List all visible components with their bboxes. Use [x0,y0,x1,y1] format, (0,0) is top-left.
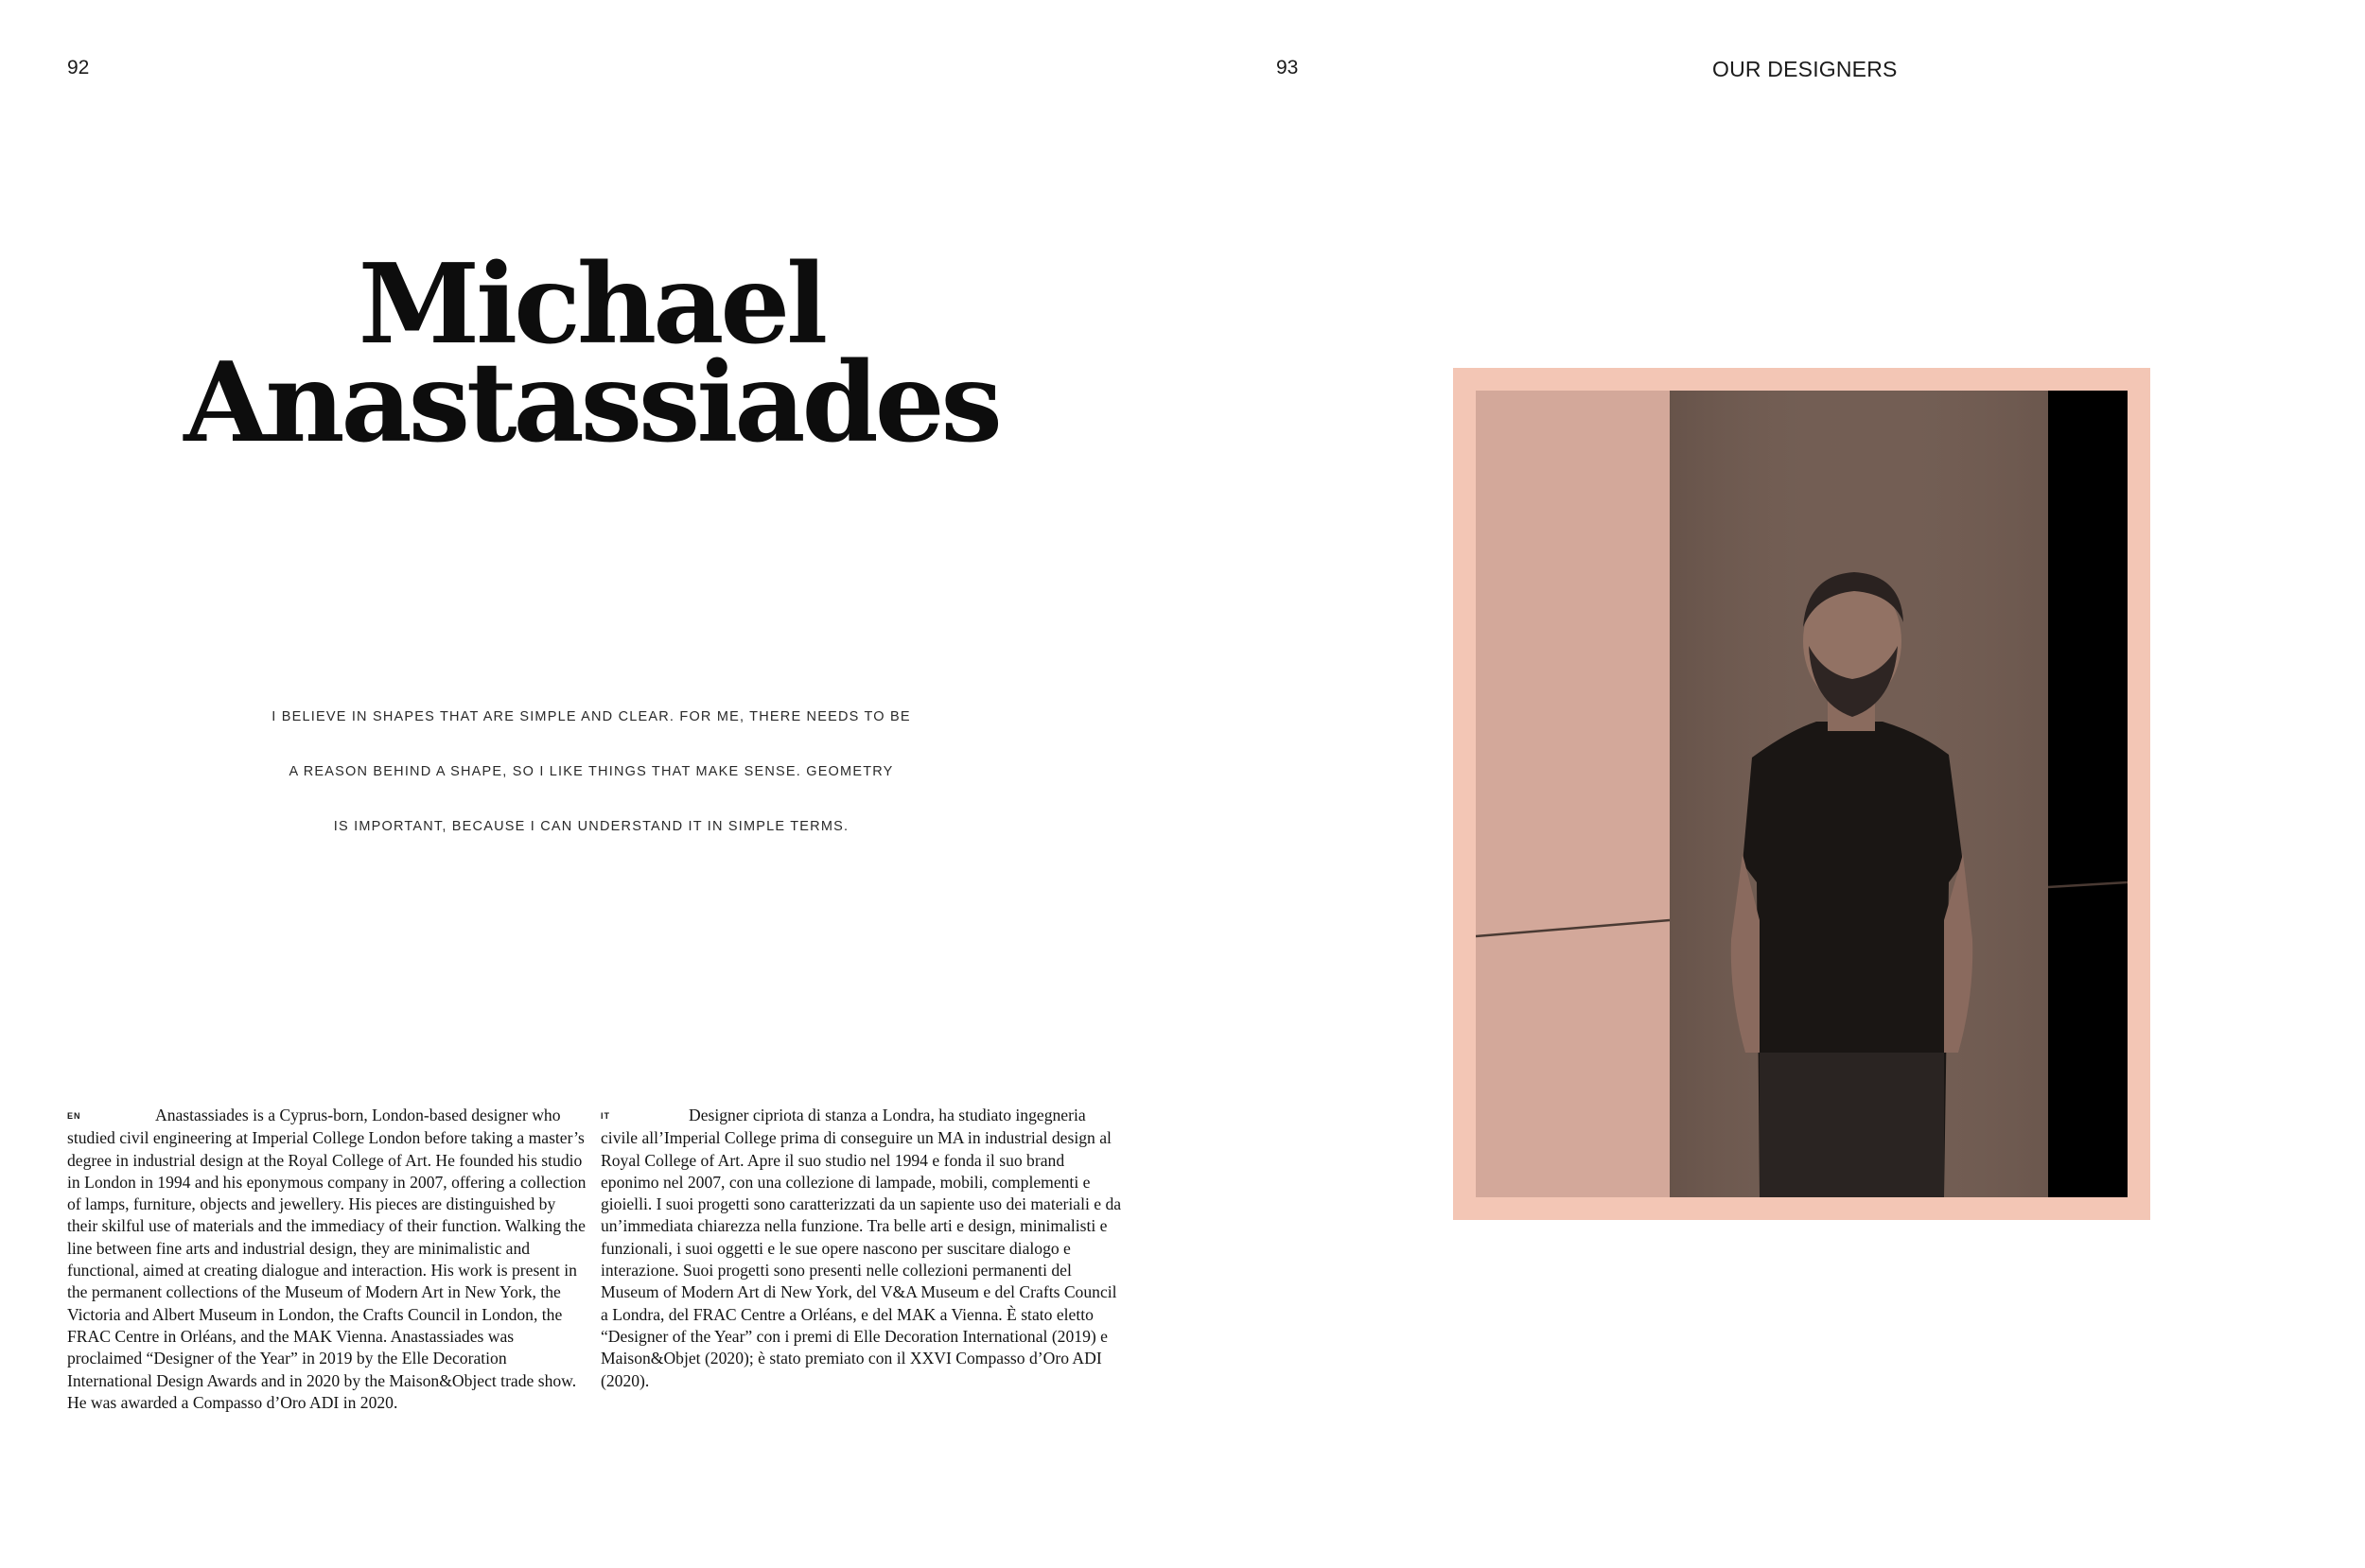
pull-quote-line: IS IMPORTANT, BECAUSE I CAN UNDERSTAND IT IN SIMPLE TERMS. [333,819,850,834]
portrait-photo [1476,391,2128,1197]
page-number-right: 93 [1276,57,1299,78]
pull-quote [227,700,955,864]
designer-name-heading [85,240,1097,467]
biography-english [67,1105,589,1414]
biography-italian [601,1105,1123,1392]
portrait-frame [1453,368,2150,1220]
language-label-it: IT [601,1111,610,1121]
designer-first-name: Michael [358,240,825,369]
designer-last-name: Anastassiades [184,339,999,467]
pull-quote-line: A REASON BEHIND A SHAPE, SO I LIKE THINGS THAT MAKE SENSE. GEOMETRY [289,764,894,779]
page-number-left: 92 [67,57,90,78]
biography-english-text: Anastassiades is a Cyprus-born, London-based designer who studied civil engineering at Imperial College London before taking a master’s degree in industrial design at the Royal College of Art. He founded his studio in London in 1994 and his eponymous company in 2007, offering a collection of lamps, furniture, objects and jewellery. His pieces are distinguished by their skilful use of materials and the immediacy of their function. Walking the line between fine arts and industrial design, they are minimalistic and functional, aimed at creating dialogue and interaction. His work is present in the permanent collections of the Museum of Modern Art in New York, the Victoria and Albert Museum in London, the Crafts Council in London, the FRAC Centre in Orléans, and the MAK Vienna. Anastassiades was proclaimed “Designer of the Year” in 2019 by the Elle Decoration International Design Awards and in 2020 by the Maison&Object trade show. He was awarded a Compasso d’Oro ADI in 2020. [67,1106,587,1412]
portrait-illustration [1476,391,2128,1197]
section-title: OUR DESIGNERS [1712,57,1898,81]
biography-italian-text: Designer cipriota di stanza a Londra, ha studiato ingegneria civile all’Imperial College prima di conseguire un MA in industrial design al Royal College of Art. Apre il suo studio nel 1994 e fonda il suo brand eponimo nel 2007, con una collezione di lampade, mobili, complementi e gioielli. I suoi progetti sono caratterizzati da un sapiente uso dei materiali e da un’immediata chiarezza nella funzione. Tra belle arti e design, minimalisti e funzionali, i suoi oggetti e le sue opere nascono per suscitare dialogo e interazione. Suoi progetti sono presenti nelle collezioni permanenti del Museum of Modern Art di New York, del V&A Museum e del Crafts Council a Londra, del FRAC Centre a Orléans, e del MAK a Vienna. È stato eletto “Designer of the Year” con i premi di Elle Decoration International (2019) e Maison&Objet (2020); è stato premiato con il XXVI Compasso d’Oro ADI (2020). [601,1106,1122,1390]
pull-quote-line: I BELIEVE IN SHAPES THAT ARE SIMPLE AND CLEAR. FOR ME, THERE NEEDS TO BE [272,709,911,724]
language-label-en: EN [67,1111,81,1121]
